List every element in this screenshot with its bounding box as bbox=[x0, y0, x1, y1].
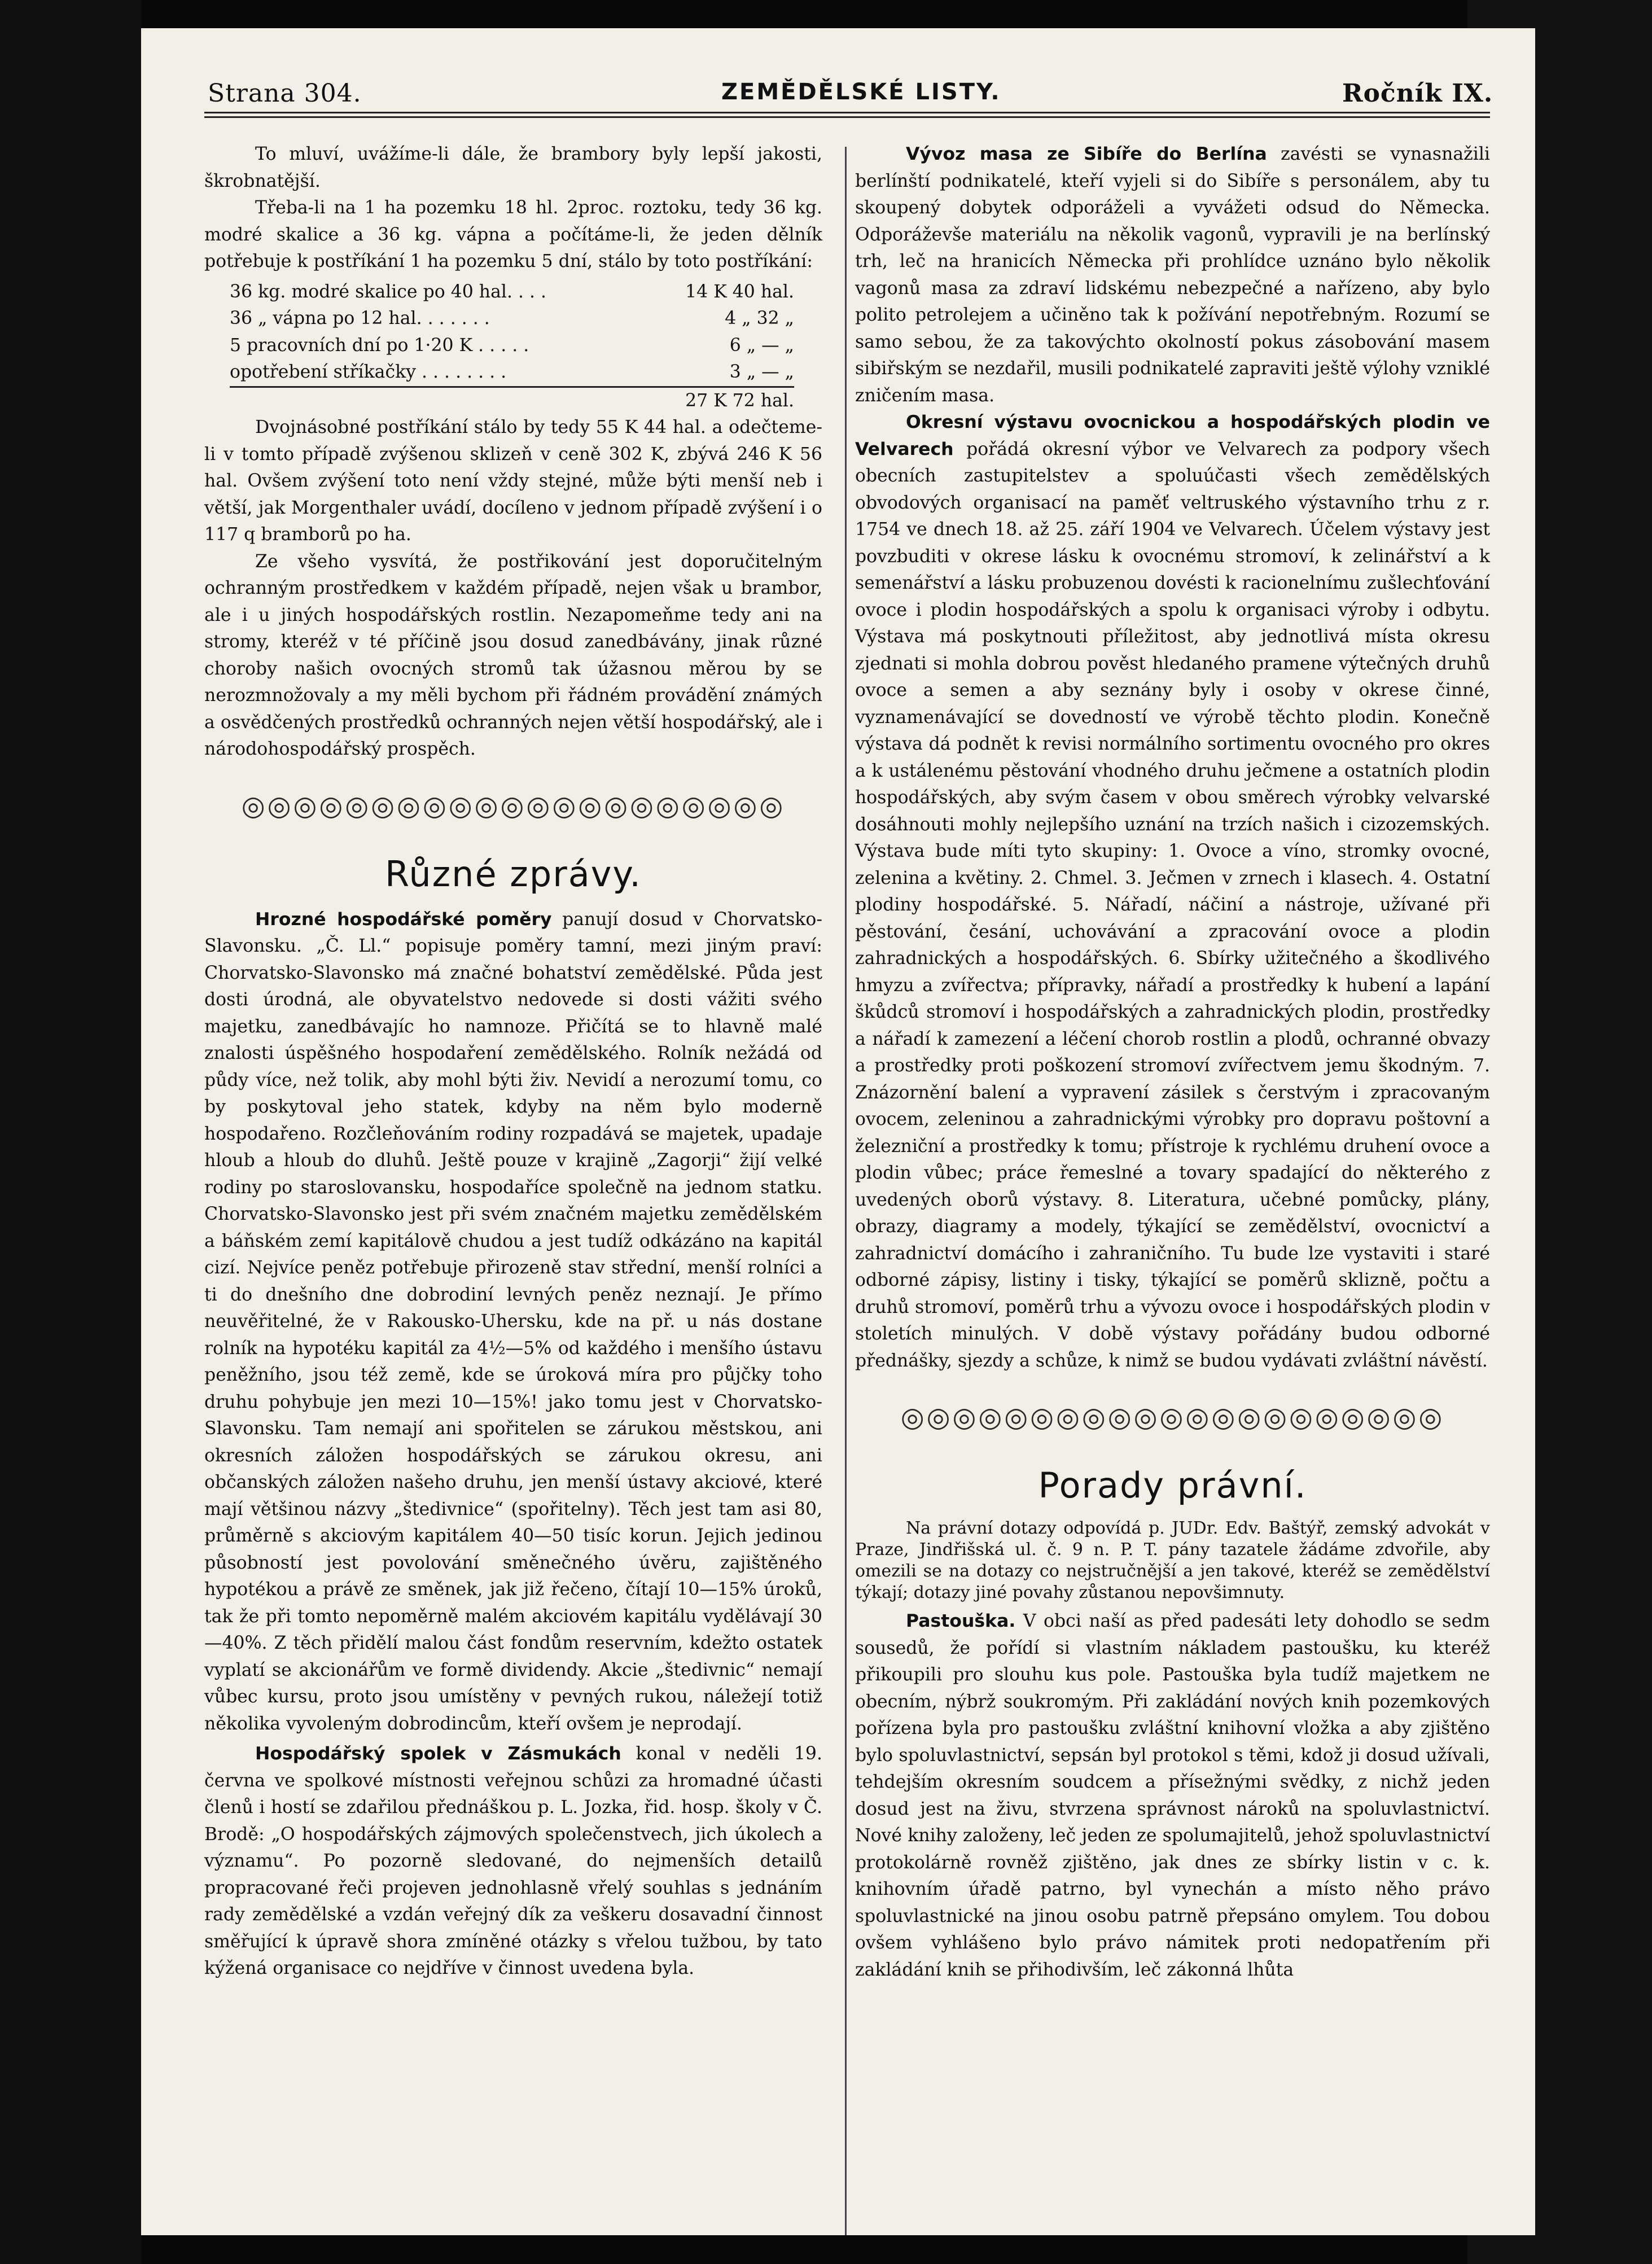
paragraph: Ze všeho vysvítá, že postřikování jest doporučitelným ochranným prostředkem v každém případě, nejen však u brambor, ale i u jiných hospodářských rostlin. Nezapomeňme tedy ani na stromy, kteréž v té příčině jsou dosud zanedbávány, jinak různé choroby našich ovocných stromů tak úžasnou měrou by se nerozmnožovaly a my měli bychom při řádném provádění známých a osvědčených prostředků ochranných nejen větší hospodářský, ale i národohospodářský prospěch. bbox=[204, 551, 822, 759]
news-body: panují dosud v Chorvatsko-Slavonsku. „Č. Ll.“ popisuje poměry tamní, mezi jiným praví: Chorvatsko-Slavonsko má značné bohatství zemědělské. Půda jest dosti úrodná, ale obyvatelstvo nedovede si dosti vážiti svého majetku, zanedbávajíc ho namnoze. Přičítá se to hlavně malé znalosti úspěšného hospodaření zemědělského. Rolník nežádá od půdy více, než tolik, aby mohl býti živ. Nevidí a nerozumí tomu, co by poskytoval jeho statek, kdyby na něm bylo moderně hospodařeno. Rozčleňováním rodiny rozpadává se majetek, upadaje hloub a hloub do dluhů. Ještě pouze v krajině „Zagorji“ žijí velké rodiny po staroslovansku, hospodaříce společně na jednom statku. Chorvatsko-Slavonsko jest při svém značném majetku zemědělském a báňském zemí kapitálově chudou a jest tudíž odkázáno na kapitál cizí. Nejvíce peněz potřebuje přirozeně stav střední, menší rolníci a ti do dnešního dne dobrodiní levných peněz neznají. Je přímo neuvěřitelné, že v Rakousko-Uhersku, kde na př. u nás dostane rolník na hypotéku kapitál za 4½—5% od každého i menšího ústavu peněžního, jsou též země, kde se úroková míra pro půjčky toho druhu pohybuje jen mezi 10—15%! jako tomu jest v Chorvatsko-Slavonsku. Tam nemají ani spořitelen se zárukou městskou, ani okresních záložen hospodářských se zárukou okresu, ani občanských záložen našeho druhu, jen menší ústavy akciové, které mají většinou názvy „štedivnice“ (spořitelny). Těch jest tam asi 80, průměrně s akciovým kapitálem 40—50 tisíc korun. Jejich jedinou působností jest povolování směnečného úvěru, zajištěného hypotékou a právě ze směnek, jak již řečeno, čítají 10—15% úroků, tak že při tomto nepoměrně malém akciovém kapitálu vydělávají 30—40%. Z těch přidělí malou část fondům reservním, kdežto ostatek vyplatí se akcionářům ve formě dividendy. Akcie „štedivnic“ nemají vůbec kursu, proto jsou umístěny v pevných rukou, náležejí totiž několika vyvoleným dobrodincům, kteří ovšem je neprodají. bbox=[204, 909, 822, 1734]
news-headline: Hospodářský spolek v Zásmukách bbox=[255, 1744, 621, 1764]
section-title: Různé zprávy. bbox=[385, 853, 642, 895]
ornamental-divider: ◎◎◎◎◎◎◎◎◎◎◎◎◎◎◎◎◎◎◎◎◎ bbox=[900, 1402, 1445, 1433]
ornamental-divider: ◎◎◎◎◎◎◎◎◎◎◎◎◎◎◎◎◎◎◎◎◎ bbox=[241, 790, 786, 822]
news-headline: Pastouška. bbox=[906, 1611, 1016, 1631]
right-column bbox=[855, 141, 1490, 1983]
news-item bbox=[204, 1741, 822, 1982]
section-title: Porady právní. bbox=[1038, 1465, 1307, 1506]
legal-intro: Na právní dotazy odpovídá p. JUDr. Edv. Baštýř, zemský advokát v Praze, Jindřišská ul. č. 9 n. P. T. pány tazatele žádáme zdvořile, aby omezili se na dotazy co nejstručnější a jen takové, kteréž se zemědělství týkají; dotazy jiné povahy zůstanou nepovšimnuty. bbox=[855, 1518, 1490, 1602]
news-body: V obci naší as před padesáti lety dohodlo se sedm sousedů, že pořídí si vlastním nákladem pastoušku, ku kteréž přikoupili pro slouhu kus pole. Pastouška byla tudíž majetkem ne obecním, nýbrž soukromým. Při zakládání nových knih pozemkových pořízena byla pro pastoušku zvláštní knihovní vložka a aby zjištěno bylo spoluvlastnictví, sepsán byl protokol s těmi, kdož ji dosud užívali, tehdejším okresním soudcem a přísežnými svědky, z nichž jeden dosud jest na živu, stvrzena správnost nároků na spoluvlastnictví. Nové knihy založeny, leč jeden ze spolumajitelů, jehož spoluvlastnictví protokolárně rovněž zjištěno, jak dnes ze sbírky listin v c. k. knihovním úřadě patrno, byl vynechán a místo něho právo spoluvlastnické na jinou osobu patrně přepsáno omylem. Tou dobou ovšem vyhlášeno bylo právo námitek proti nedopatřením při zakládání knih se přihodivším, leč zákonná lhůta bbox=[855, 1611, 1490, 1980]
page-number: Strana 304. bbox=[208, 79, 362, 108]
news-body: zavésti se vynasnažili berlínští podnikatelé, kteří vyjeli si do Sibíře s personálem, aby tu skoupený dobytek odporáželi a vyvážeti odsud do Německa. Odporáževše materiálu na několik vagonů, vypravili je na berlínský trh, leč na hranicích Německa při prohlídce uznáno bylo několik vagonů masa za zdraví lidskému nebezpečné a nařízeno, aby bylo polito petrolejem a učiněno tak k požívání nepotřebným. Rozumí se samo sebou, že za takovýchto okolností pokus zásobování masem sibiřským se nezdařil, musili podnikatelé zapraviti ještě výlohy vzniklé zničením masa. bbox=[855, 144, 1490, 406]
table-row bbox=[230, 279, 794, 306]
table-total-row bbox=[230, 387, 794, 414]
news-item bbox=[855, 1608, 1490, 1983]
cost-item: 5 pracovních dní po 1·20 K . . . . . bbox=[230, 335, 529, 356]
newspaper-page bbox=[141, 28, 1535, 2235]
news-headline: Okresní výstavu ovocnickou a hospodářských plodin ve Velvarech bbox=[855, 412, 1490, 459]
volume-number: Ročník IX. bbox=[1342, 79, 1493, 108]
cost-amount: 6 „ — „ bbox=[729, 335, 794, 356]
paragraph: Dvojnásobné postříkání stálo by tedy 55 K 44 hal. a odečteme-li v tomto případě zvýšenou sklizeň v ceně 302 K, zbývá 246 K 56 hal. Ovšem zvýšení toto není vždy stejné, může býti menší neb i větší, jak Morgenthaler uvádí, docíleno v jednom případě zvýšení i o 117 q bramborů po ha. bbox=[204, 417, 822, 545]
publication-title: ZEMĚDĚLSKÉ LISTY. bbox=[721, 79, 1001, 105]
news-body: pořádá okresní výbor ve Velvarech za podpory všech obecních zastupitelstev a spoluúčasti všech zemědělských obvodových organisací na paměť veltruského výstavního trhu z r. 1754 ve dnech 18. až 25. září 1904 ve Velvarech. Účelem výstavy jest povzbuditi v okrese lásku k ovocnému stromoví, k zelinářství a k semenářství a lásku probuzenou dovésti k racionelnímu zušlechťování ovoce i plodin hospodářských a spolu k organisaci výroby i odbytu. Výstava má poskytnouti příležitost, aby jednotlivá místa okresu zjednati si mohla dobrou pověst hledaného pramene výtečných druhů ovoce a semen a aby seznány byly i osoby v okrese činné, vyznamenávající se dovedností ve výrobě těchto plodin. Konečně výstava dá podnět k revisi normálního sortimentu ovocného pro okres a k ustálenému pěstování vhodného druhu ječmene a ostatních plodin hospodářských, aby svým časem v obou směrech výrobky velvarské dosáhnouti mohly nejlepšího uznání na trzích našich i cizozemských. Výstava bude míti tyto skupiny: 1. Ovoce a víno, stromky ovocné, zelenina a květiny. 2. Chmel. 3. Ječmen v zrnech i klasech. 4. Ostatní plodiny hospodářské. 5. Nářadí, náčiní a nástroje, užívané při pěstování, česání, uchovávání a zpracování ovoce a plodin zahradnických a hospodářských. 6. Sbírky užitečného a škodlivého hmyzu a zvířectva; přípravky, nářadí a prostředky k hubení a lapání škůdců stromoví i hospodářských a zahradnických plodin, prostředky a nářadí k zamezení a léčení chorob rostlin a plodů, ochranné obvazy a prostředky proti poškození stromoví zvířectvem jemu škodným. 7. Znázornění balení a vypravení zásilek s čerstvým i zpracovaným ovocem, zeleninou a zahradnickými výrobky pro dopravu poštovní a železniční a prostředky k tomu; přístroje k rychlému druhení ovoce a plodin vůbec; práce řemeslné a tovary spadající do některého z uvedených oborů výstavy. 8. Literatura, učebné pomůcky, plány, obrazy, diagramy a modely, týkající se zemědělství, ovocnictví a zahradnictví domácího i zahraničního. Tu bude lze vystaviti i staré odborné zápisy, listiny i tisky, týkající se poměrů sklizně, počtu a druhů stromoví, poměrů trhu a vývozu ovoce i hospodářských plodin v stoletích minulých. V době výstavy pořádány budou odborné přednášky, sjezdy a schůze, k nimž se budou vydávati zvláštní návěstí. bbox=[855, 439, 1490, 1371]
header-rule-top bbox=[204, 112, 1490, 113]
scan-border-left bbox=[0, 0, 141, 2264]
news-headline: Vývoz masa ze Sibíře do Berlína bbox=[906, 144, 1267, 164]
left-column bbox=[204, 141, 822, 1982]
table-row bbox=[230, 359, 794, 387]
cost-item: 36 „ vápna po 12 hal. . . . . . . bbox=[230, 308, 490, 329]
news-item bbox=[855, 409, 1490, 1374]
cost-amount: 4 „ 32 „ bbox=[725, 308, 794, 329]
table-row bbox=[230, 332, 794, 360]
cost-table bbox=[230, 279, 794, 415]
paragraph: To mluví, uvážíme-li dále, že brambory byly lepší jakosti, škrobnatější. bbox=[204, 144, 822, 191]
paragraph: Třeba-li na 1 ha pozemku 18 hl. 2proc. roztoku, tedy 36 kg. modré skalice a 36 kg. vápna a počítáme-li, že jeden dělník potřebuje k postříkání 1 ha pozemku 5 dní, stálo by toto postříkání: bbox=[204, 198, 822, 271]
cost-item: opotřebení stříkačky . . . . . . . . bbox=[230, 362, 507, 382]
table-row bbox=[230, 305, 794, 332]
cost-amount: 3 „ — „ bbox=[729, 362, 794, 382]
news-body: konal v neděli 19. června ve spolkové místnosti veřejnou schůzi za hromadné účasti členů i hostí se zdařilou přednáškou p. L. Jozka, řid. hosp. školy v Č. Brodě: „O hospodářských zájmových společenstvech, jich úkolech a významu“. Po pozorně sledované, do nejmenších detailů propracované řeči projeven jednohlasně vřelý souhlas s jednáním rady zemědělské a vzdán veřejný dík za veškeru dosavadní činnost směřující k úpravě shora zmíněné otázky s vřelou tužbou, by tato kýžená organisace co nejdříve v činnost uvedena byla. bbox=[204, 1744, 822, 1978]
cost-total: 27 K 72 hal. bbox=[625, 387, 794, 414]
news-item bbox=[204, 907, 822, 1738]
news-headline: Hrozné hospodářské poměry bbox=[255, 909, 552, 930]
header-rule-bottom bbox=[204, 116, 1490, 118]
cost-amount: 14 K 40 hal. bbox=[685, 281, 794, 302]
column-divider bbox=[845, 147, 847, 2235]
news-item bbox=[855, 141, 1490, 409]
cost-item: 36 kg. modré skalice po 40 hal. . . . bbox=[230, 281, 547, 302]
